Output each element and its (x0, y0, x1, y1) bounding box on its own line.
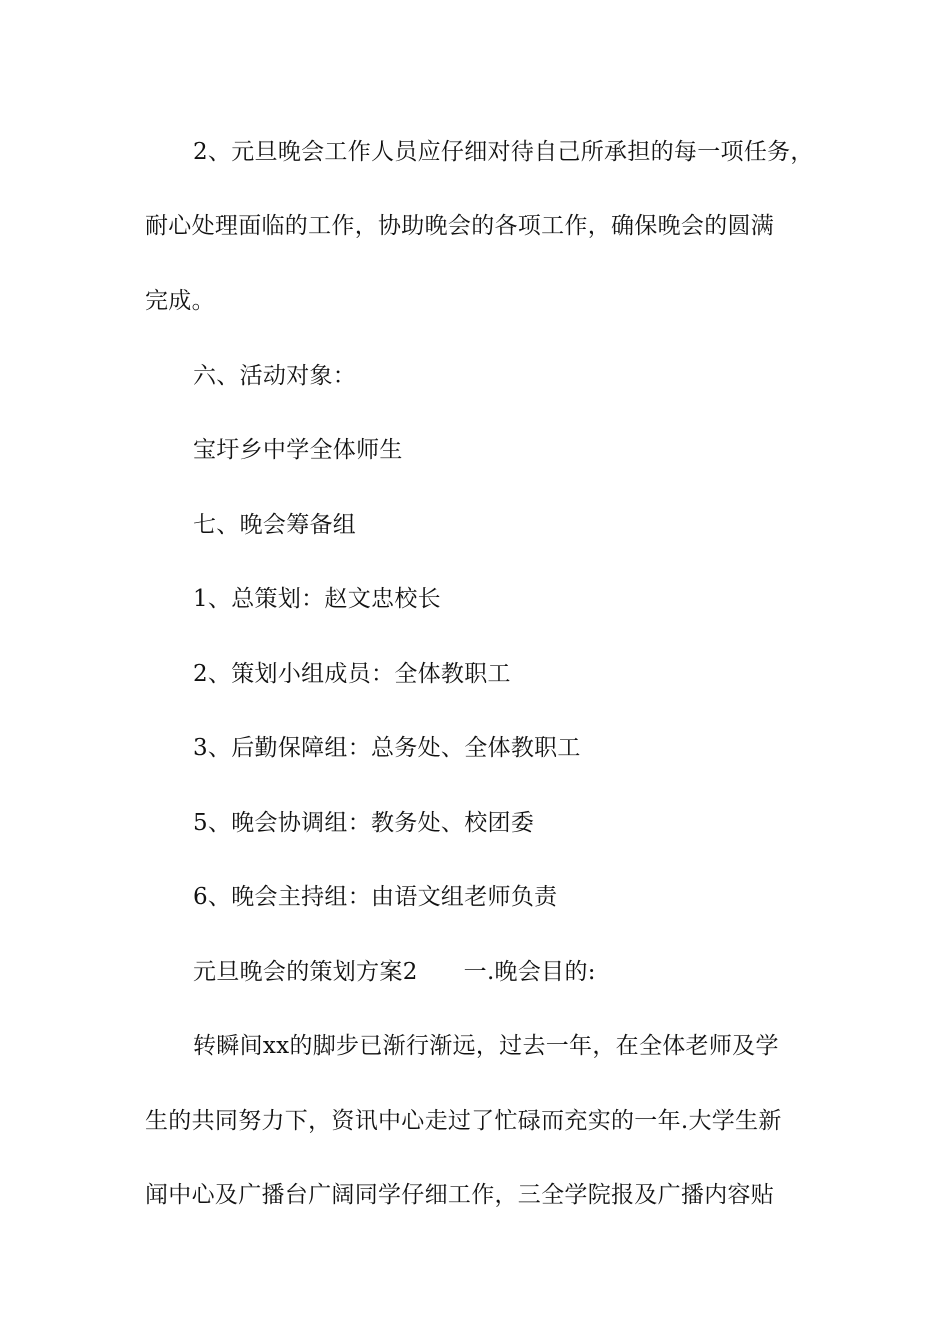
paragraph-line: 生的共同努力下，资讯中心走过了忙碌而充实的一年.大学生新 (145, 1108, 782, 1134)
list-item: 5、晚会协调组：教务处、校团委 (193, 810, 535, 836)
paragraph-line: 2、元旦晚会工作人员应仔细对待自己所承担的每一项任务， (193, 139, 814, 165)
list-item: 1、总策划：赵文忠校长 (193, 586, 441, 612)
paragraph-line: 耐心处理面临的工作，协助晚会的各项工作，确保晚会的圆满 (145, 213, 775, 239)
paragraph-line: 转瞬间xx的脚步已渐行渐远，过去一年，在全体老师及学 (193, 1033, 779, 1059)
section-heading: 六、活动对象： (193, 363, 357, 389)
plan-title: 元旦晚会的策划方案2 (193, 959, 418, 985)
paragraph-line: 完成。 (145, 288, 215, 314)
paragraph-line: 宝圩乡中学全体师生 (193, 437, 403, 463)
list-item: 6、晚会主持组：由语文组老师负责 (193, 884, 558, 910)
paragraph-line: 闻中心及广播台广阔同学仔细工作，三全学院报及广播内容贴 (145, 1182, 775, 1208)
plan-title-line (193, 957, 596, 987)
list-item: 2、策划小组成员：全体教职工 (193, 661, 511, 687)
section-heading: 一.晚会目的: (463, 959, 596, 985)
list-item: 3、后勤保障组：总务处、全体教职工 (193, 735, 581, 761)
section-heading: 七、晚会筹备组 (193, 512, 357, 538)
